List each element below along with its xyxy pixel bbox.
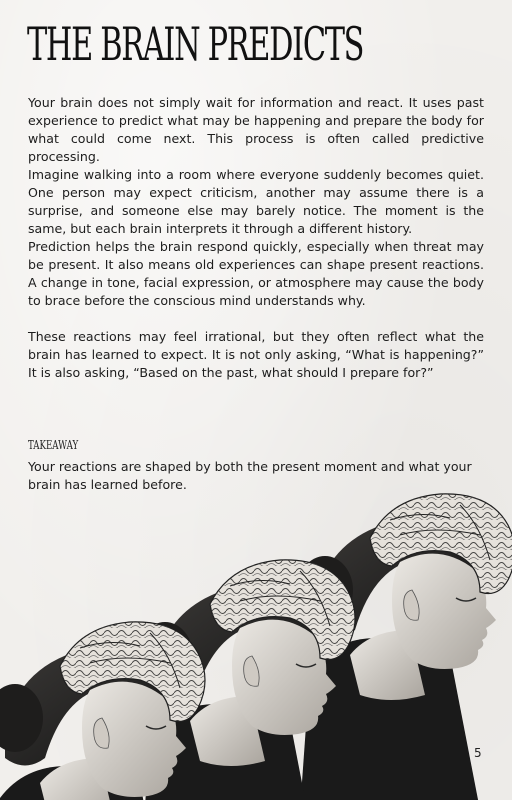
page-number: 5 — [474, 746, 482, 760]
takeaway-text: Your reactions are shaped by both the present moment and what your brain has learned before. — [28, 459, 472, 492]
paragraph-intro: Your brain does not simply wait for information and react. It uses past experience to predict what may be happening and prepare the body for what could come next. This process is often called predictive processing. — [28, 95, 484, 164]
paragraph-example: Imagine walking into a room where everyone suddenly becomes quiet. One person may expect criticism, another may assume there is a surprise, and someone else may barely notice. The moment is the same, but each brain interprets it through a different history. — [28, 167, 484, 236]
paragraph-reactions: These reactions may feel irrational, but they often reflect what the brain has learned to expect. It is not only asking, “What is happening?” It is also asking, “Based on the past, what should I prepare for?” — [28, 329, 484, 380]
body-text — [28, 94, 484, 382]
takeaway-label: TAKEAWAY — [28, 438, 79, 452]
page-title: THE BRAIN PREDICTS — [27, 17, 364, 71]
paragraph-prediction: Prediction helps the brain respond quickly, especially when threat may be present. It also means old experiences can shape present reactions. A change in tone, facial expression, or atmosphere may cause the body to brace before the conscious mind understands why. — [28, 239, 484, 308]
brain-profile-illustration — [0, 476, 512, 800]
